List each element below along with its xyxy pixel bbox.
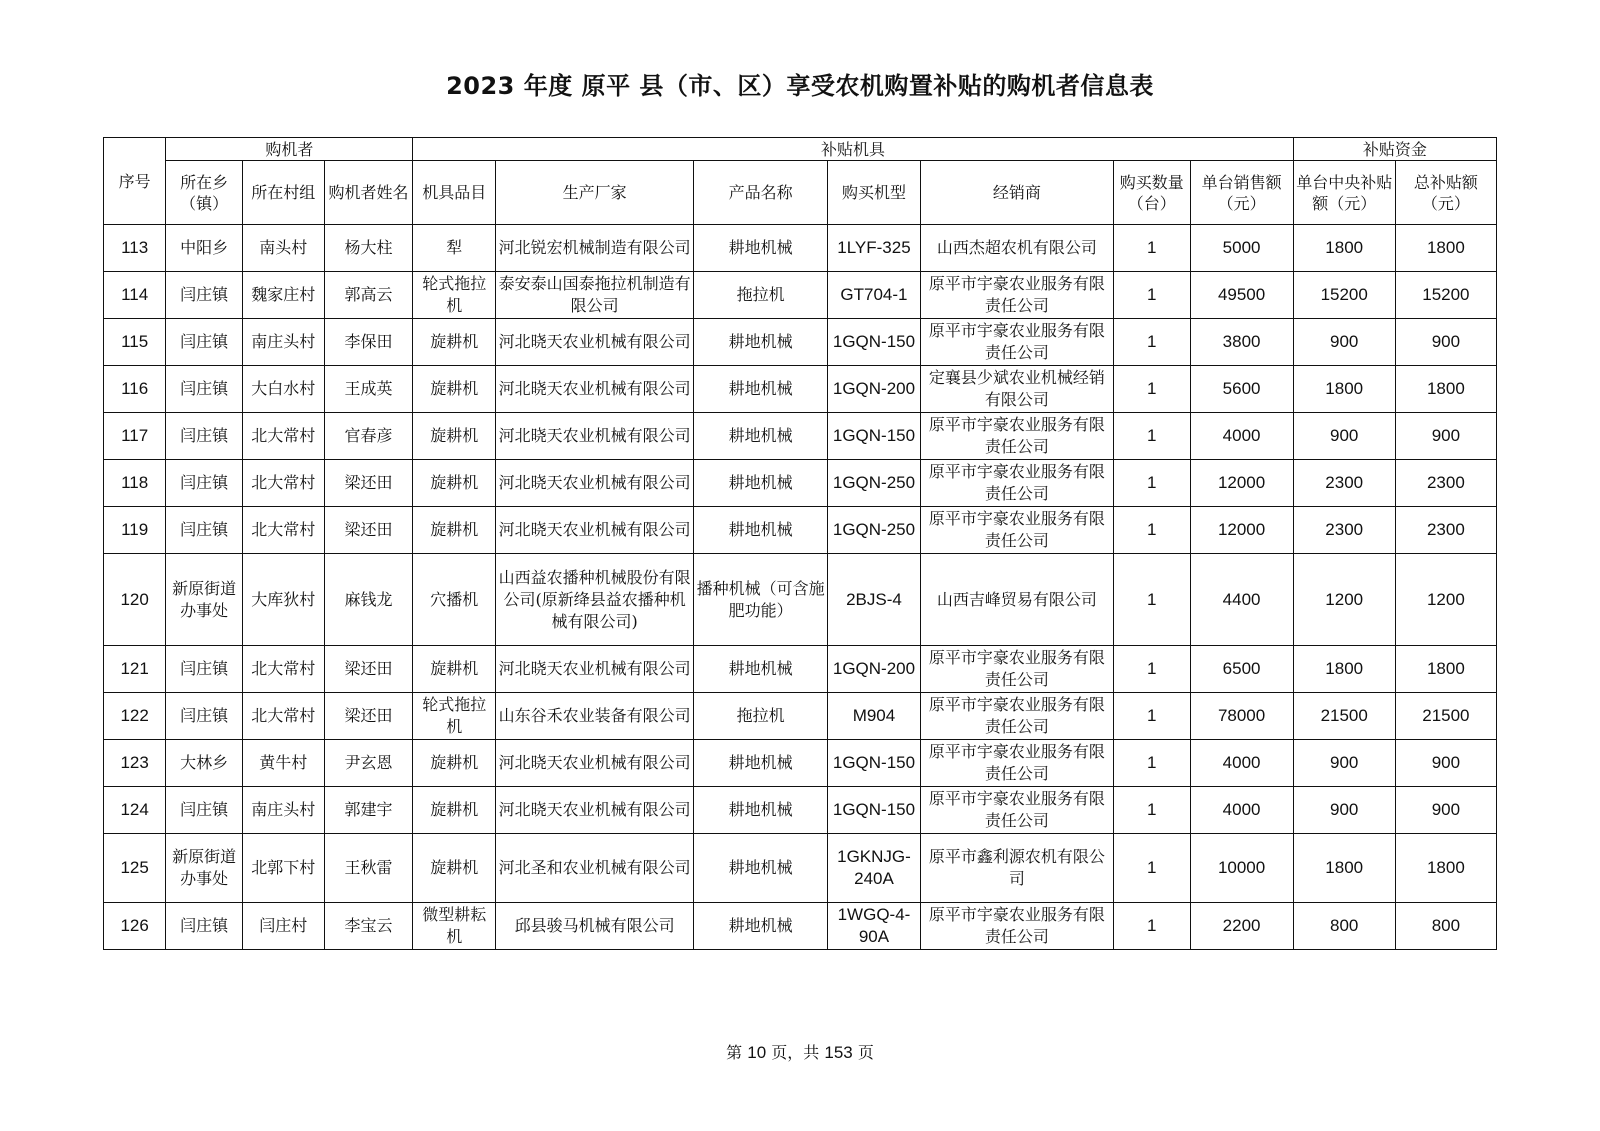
header-group-machine: 补贴机具 (413, 138, 1293, 161)
header-total-subsidy: 总补贴额（元） (1395, 161, 1496, 225)
cell-product: 耕地机械 (694, 366, 828, 413)
cell-buyer-name: 李宝云 (324, 903, 413, 950)
footer-suffix: 页 (857, 1043, 874, 1062)
cell-product: 耕地机械 (694, 903, 828, 950)
cell-category: 犁 (413, 225, 496, 272)
cell-total-subsidy: 900 (1395, 787, 1496, 834)
table-row (104, 787, 1497, 834)
cell-product: 耕地机械 (694, 740, 828, 787)
cell-seq: 124 (104, 787, 166, 834)
cell-qty: 1 (1113, 834, 1190, 903)
cell-unit-price: 10000 (1190, 834, 1293, 903)
cell-village: 南头村 (242, 225, 324, 272)
cell-dealer: 原平市宇豪农业服务有限责任公司 (920, 693, 1113, 740)
cell-maker: 山西益农播种机械股份有限公司(原新绛县益农播种机械有限公司) (496, 554, 694, 646)
cell-category: 旋耕机 (413, 413, 496, 460)
cell-unit-price: 3800 (1190, 319, 1293, 366)
cell-model: 1GQN-150 (828, 319, 921, 366)
cell-town: 闫庄镇 (166, 903, 243, 950)
footer-page-number: 10 (747, 1043, 767, 1062)
cell-dealer: 定襄县少斌农业机械经销有限公司 (920, 366, 1113, 413)
header-seq: 序号 (104, 138, 166, 225)
cell-total-subsidy: 900 (1395, 413, 1496, 460)
page-footer (0, 1040, 1600, 1063)
cell-total-subsidy: 21500 (1395, 693, 1496, 740)
cell-category: 旋耕机 (413, 319, 496, 366)
cell-central-subsidy: 2300 (1293, 507, 1395, 554)
cell-model: 1WGQ-4-90A (828, 903, 921, 950)
cell-dealer: 原平市宇豪农业服务有限责任公司 (920, 272, 1113, 319)
cell-category: 轮式拖拉机 (413, 693, 496, 740)
cell-seq: 113 (104, 225, 166, 272)
cell-qty: 1 (1113, 507, 1190, 554)
cell-buyer-name: 杨大柱 (324, 225, 413, 272)
cell-model: 1GQN-150 (828, 740, 921, 787)
cell-village: 南庄头村 (242, 787, 324, 834)
cell-seq: 117 (104, 413, 166, 460)
cell-seq: 123 (104, 740, 166, 787)
cell-seq: 121 (104, 646, 166, 693)
cell-village: 北大常村 (242, 646, 324, 693)
cell-maker: 河北晓天农业机械有限公司 (496, 646, 694, 693)
cell-unit-price: 49500 (1190, 272, 1293, 319)
cell-town: 闫庄镇 (166, 507, 243, 554)
cell-central-subsidy: 900 (1293, 319, 1395, 366)
cell-unit-price: 78000 (1190, 693, 1293, 740)
cell-seq: 115 (104, 319, 166, 366)
header-town: 所在乡（镇） (166, 161, 243, 225)
cell-maker: 河北晓天农业机械有限公司 (496, 319, 694, 366)
header-maker: 生产厂家 (496, 161, 694, 225)
header-central-subsidy: 单台中央补贴额（元） (1293, 161, 1395, 225)
cell-central-subsidy: 1200 (1293, 554, 1395, 646)
cell-dealer: 原平市宇豪农业服务有限责任公司 (920, 787, 1113, 834)
cell-product: 耕地机械 (694, 460, 828, 507)
table-row (104, 693, 1497, 740)
header-unit-price: 单台销售额（元） (1190, 161, 1293, 225)
cell-qty: 1 (1113, 740, 1190, 787)
header-product: 产品名称 (694, 161, 828, 225)
page-title: 2023 年度 原平 县（市、区）享受农机购置补贴的购机者信息表 (446, 72, 1154, 100)
cell-model: 1GQN-200 (828, 366, 921, 413)
cell-model: 1GQN-150 (828, 787, 921, 834)
table-row (104, 507, 1497, 554)
cell-model: 1LYF-325 (828, 225, 921, 272)
cell-maker: 山东谷禾农业装备有限公司 (496, 693, 694, 740)
cell-seq: 125 (104, 834, 166, 903)
cell-qty: 1 (1113, 319, 1190, 366)
cell-village: 北大常村 (242, 413, 324, 460)
cell-total-subsidy: 900 (1395, 740, 1496, 787)
cell-buyer-name: 郭建宇 (324, 787, 413, 834)
cell-model: 1GQN-250 (828, 460, 921, 507)
cell-qty: 1 (1113, 225, 1190, 272)
header-buyer-name: 购机者姓名 (324, 161, 413, 225)
cell-unit-price: 2200 (1190, 903, 1293, 950)
cell-model: GT704-1 (828, 272, 921, 319)
cell-buyer-name: 王成英 (324, 366, 413, 413)
cell-total-subsidy: 2300 (1395, 507, 1496, 554)
cell-town: 闫庄镇 (166, 272, 243, 319)
footer-total-pages: 153 (824, 1043, 853, 1062)
cell-category: 旋耕机 (413, 366, 496, 413)
cell-seq: 119 (104, 507, 166, 554)
table-row (104, 366, 1497, 413)
cell-buyer-name: 梁还田 (324, 507, 413, 554)
cell-seq: 114 (104, 272, 166, 319)
cell-maker: 河北晓天农业机械有限公司 (496, 460, 694, 507)
cell-product: 播种机械（可含施肥功能） (694, 554, 828, 646)
cell-central-subsidy: 1800 (1293, 225, 1395, 272)
header-village: 所在村组 (242, 161, 324, 225)
cell-central-subsidy: 1800 (1293, 366, 1395, 413)
header-model: 购买机型 (828, 161, 921, 225)
cell-total-subsidy: 1200 (1395, 554, 1496, 646)
cell-product: 耕地机械 (694, 413, 828, 460)
cell-town: 闫庄镇 (166, 413, 243, 460)
cell-town: 新原街道办事处 (166, 834, 243, 903)
cell-qty: 1 (1113, 646, 1190, 693)
cell-village: 魏家庄村 (242, 272, 324, 319)
table-body (104, 225, 1497, 950)
header-qty: 购买数量（台） (1113, 161, 1190, 225)
cell-maker: 河北晓天农业机械有限公司 (496, 366, 694, 413)
cell-category: 轮式拖拉机 (413, 272, 496, 319)
cell-product: 耕地机械 (694, 834, 828, 903)
cell-model: 1GKNJG-240A (828, 834, 921, 903)
cell-unit-price: 4400 (1190, 554, 1293, 646)
cell-central-subsidy: 1800 (1293, 834, 1395, 903)
cell-seq: 118 (104, 460, 166, 507)
cell-model: 1GQN-150 (828, 413, 921, 460)
cell-total-subsidy: 1800 (1395, 366, 1496, 413)
cell-dealer: 原平市宇豪农业服务有限责任公司 (920, 507, 1113, 554)
cell-total-subsidy: 1800 (1395, 225, 1496, 272)
cell-village: 大库狄村 (242, 554, 324, 646)
header-category: 机具品目 (413, 161, 496, 225)
cell-qty: 1 (1113, 413, 1190, 460)
cell-buyer-name: 梁还田 (324, 460, 413, 507)
cell-village: 北大常村 (242, 693, 324, 740)
cell-dealer: 原平市宇豪农业服务有限责任公司 (920, 646, 1113, 693)
cell-dealer: 原平市宇豪农业服务有限责任公司 (920, 740, 1113, 787)
cell-total-subsidy: 15200 (1395, 272, 1496, 319)
cell-category: 旋耕机 (413, 834, 496, 903)
cell-town: 大林乡 (166, 740, 243, 787)
cell-unit-price: 4000 (1190, 740, 1293, 787)
cell-category: 旋耕机 (413, 787, 496, 834)
cell-model: 2BJS-4 (828, 554, 921, 646)
cell-qty: 1 (1113, 554, 1190, 646)
cell-town: 闫庄镇 (166, 366, 243, 413)
cell-category: 旋耕机 (413, 507, 496, 554)
cell-total-subsidy: 900 (1395, 319, 1496, 366)
cell-buyer-name: 尹玄恩 (324, 740, 413, 787)
cell-town: 新原街道办事处 (166, 554, 243, 646)
cell-unit-price: 12000 (1190, 507, 1293, 554)
cell-model: M904 (828, 693, 921, 740)
header-group-funds: 补贴资金 (1293, 138, 1496, 161)
header-group-buyer: 购机者 (166, 138, 413, 161)
table-row (104, 740, 1497, 787)
cell-category: 穴播机 (413, 554, 496, 646)
cell-category: 旋耕机 (413, 646, 496, 693)
cell-town: 闫庄镇 (166, 693, 243, 740)
cell-buyer-name: 梁还田 (324, 646, 413, 693)
table-row (104, 554, 1497, 646)
cell-maker: 河北晓天农业机械有限公司 (496, 507, 694, 554)
cell-qty: 1 (1113, 272, 1190, 319)
cell-town: 闫庄镇 (166, 460, 243, 507)
cell-buyer-name: 王秋雷 (324, 834, 413, 903)
cell-town: 闫庄镇 (166, 319, 243, 366)
footer-prefix: 第 (726, 1043, 743, 1062)
cell-product: 耕地机械 (694, 225, 828, 272)
cell-dealer: 原平市宇豪农业服务有限责任公司 (920, 413, 1113, 460)
cell-total-subsidy: 2300 (1395, 460, 1496, 507)
cell-product: 耕地机械 (694, 787, 828, 834)
cell-village: 大白水村 (242, 366, 324, 413)
cell-unit-price: 6500 (1190, 646, 1293, 693)
cell-maker: 河北晓天农业机械有限公司 (496, 413, 694, 460)
cell-central-subsidy: 800 (1293, 903, 1395, 950)
cell-product: 耕地机械 (694, 507, 828, 554)
cell-dealer: 原平市宇豪农业服务有限责任公司 (920, 319, 1113, 366)
cell-maker: 河北晓天农业机械有限公司 (496, 787, 694, 834)
cell-village: 北大常村 (242, 460, 324, 507)
cell-central-subsidy: 1800 (1293, 646, 1395, 693)
cell-buyer-name: 官春彦 (324, 413, 413, 460)
cell-total-subsidy: 1800 (1395, 834, 1496, 903)
cell-maker: 河北锐宏机械制造有限公司 (496, 225, 694, 272)
cell-model: 1GQN-200 (828, 646, 921, 693)
table-row (104, 225, 1497, 272)
table-row (104, 460, 1497, 507)
cell-unit-price: 5000 (1190, 225, 1293, 272)
cell-maker: 河北晓天农业机械有限公司 (496, 740, 694, 787)
footer-middle: 页，共 (771, 1043, 820, 1062)
cell-dealer: 山西吉峰贸易有限公司 (920, 554, 1113, 646)
cell-buyer-name: 梁还田 (324, 693, 413, 740)
cell-maker: 邱县骏马机械有限公司 (496, 903, 694, 950)
cell-category: 旋耕机 (413, 460, 496, 507)
cell-category: 旋耕机 (413, 740, 496, 787)
cell-total-subsidy: 800 (1395, 903, 1496, 950)
cell-dealer: 山西杰超农机有限公司 (920, 225, 1113, 272)
cell-town: 闫庄镇 (166, 787, 243, 834)
cell-seq: 116 (104, 366, 166, 413)
cell-seq: 126 (104, 903, 166, 950)
cell-village: 黄牛村 (242, 740, 324, 787)
table-row (104, 834, 1497, 903)
table-row (104, 272, 1497, 319)
cell-qty: 1 (1113, 693, 1190, 740)
cell-dealer: 原平市宇豪农业服务有限责任公司 (920, 460, 1113, 507)
cell-category: 微型耕耘机 (413, 903, 496, 950)
buyer-info-table (103, 137, 1497, 950)
cell-qty: 1 (1113, 903, 1190, 950)
cell-central-subsidy: 900 (1293, 787, 1395, 834)
table-row (104, 646, 1497, 693)
cell-qty: 1 (1113, 787, 1190, 834)
cell-unit-price: 12000 (1190, 460, 1293, 507)
cell-product: 拖拉机 (694, 693, 828, 740)
cell-central-subsidy: 2300 (1293, 460, 1395, 507)
cell-town: 闫庄镇 (166, 646, 243, 693)
cell-buyer-name: 麻钱龙 (324, 554, 413, 646)
cell-town: 中阳乡 (166, 225, 243, 272)
cell-qty: 1 (1113, 366, 1190, 413)
cell-buyer-name: 郭高云 (324, 272, 413, 319)
cell-model: 1GQN-250 (828, 507, 921, 554)
cell-village: 南庄头村 (242, 319, 324, 366)
table-row (104, 413, 1497, 460)
table-row (104, 903, 1497, 950)
cell-total-subsidy: 1800 (1395, 646, 1496, 693)
cell-seq: 120 (104, 554, 166, 646)
cell-village: 北大常村 (242, 507, 324, 554)
cell-central-subsidy: 900 (1293, 740, 1395, 787)
cell-dealer: 原平市鑫利源农机有限公司 (920, 834, 1113, 903)
cell-central-subsidy: 900 (1293, 413, 1395, 460)
cell-product: 耕地机械 (694, 646, 828, 693)
cell-maker: 泰安泰山国泰拖拉机制造有限公司 (496, 272, 694, 319)
cell-product: 耕地机械 (694, 319, 828, 366)
cell-unit-price: 4000 (1190, 413, 1293, 460)
cell-qty: 1 (1113, 460, 1190, 507)
cell-buyer-name: 李保田 (324, 319, 413, 366)
header-dealer: 经销商 (920, 161, 1113, 225)
cell-unit-price: 5600 (1190, 366, 1293, 413)
cell-dealer: 原平市宇豪农业服务有限责任公司 (920, 903, 1113, 950)
table-row (104, 319, 1497, 366)
cell-central-subsidy: 15200 (1293, 272, 1395, 319)
cell-maker: 河北圣和农业机械有限公司 (496, 834, 694, 903)
cell-product: 拖拉机 (694, 272, 828, 319)
cell-village: 北郭下村 (242, 834, 324, 903)
cell-village: 闫庄村 (242, 903, 324, 950)
cell-seq: 122 (104, 693, 166, 740)
cell-unit-price: 4000 (1190, 787, 1293, 834)
cell-central-subsidy: 21500 (1293, 693, 1395, 740)
